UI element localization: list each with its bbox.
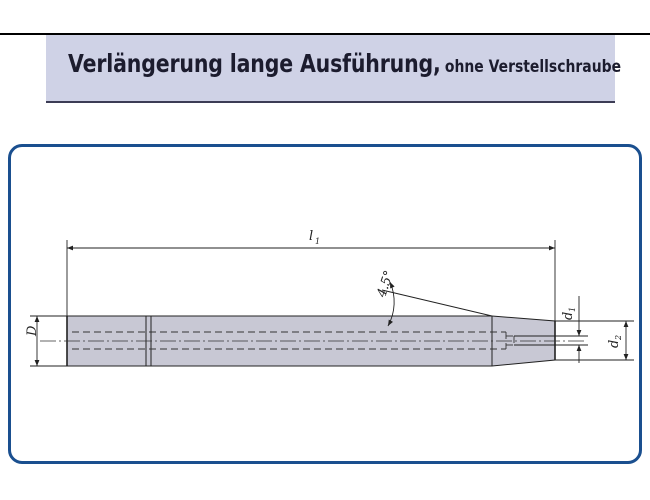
- dim-d2-sub: 2: [614, 334, 623, 340]
- dim-d1-symbol: d: [561, 311, 576, 320]
- dim-D-symbol: D: [25, 325, 40, 336]
- dim-l1-sub: 1: [315, 237, 321, 246]
- dim-l1-symbol: l: [309, 229, 314, 244]
- dim-d2-symbol: d: [607, 339, 622, 348]
- dim-d1-sub: 1: [568, 306, 577, 312]
- dim-overall-length: [67, 240, 555, 321]
- title-main: Verlängerung lange Ausführung,: [68, 49, 441, 78]
- dim-angle-label: 4.5°: [374, 268, 398, 300]
- title-sub: ohne Verstellschraube: [444, 57, 622, 77]
